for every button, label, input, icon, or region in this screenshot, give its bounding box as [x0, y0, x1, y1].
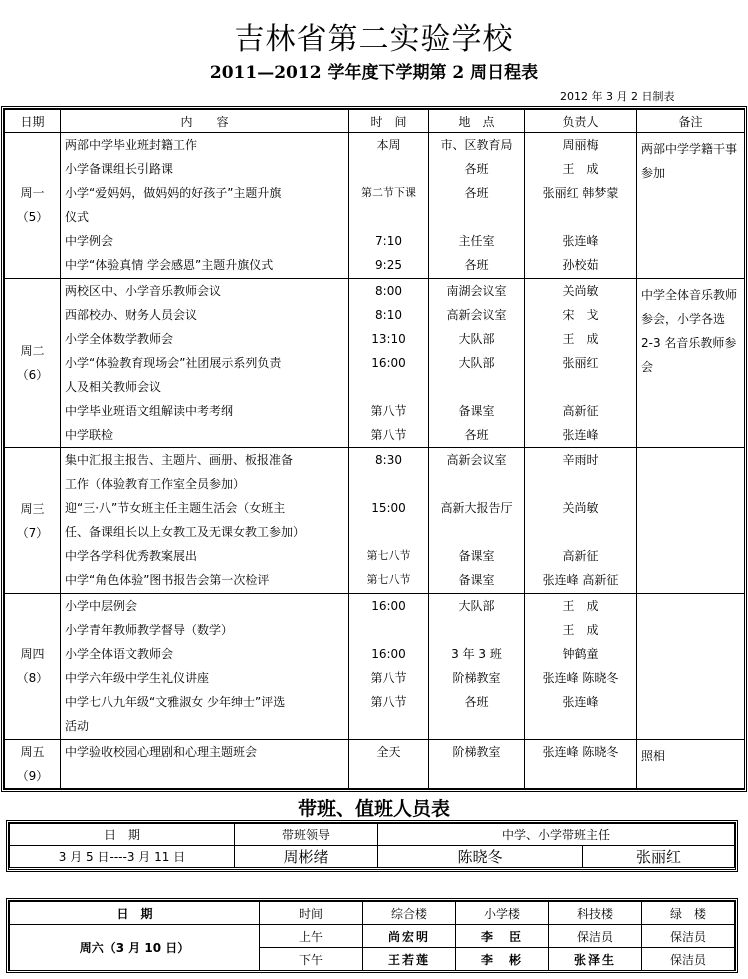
item-content: 小学备课组长引路课 — [65, 162, 174, 177]
item-content: 中学“角色体验”图书报告会第一次检评 — [65, 573, 270, 588]
item-content: 中学毕业班语文组解读中考考纲 — [65, 403, 234, 418]
item-time: 第八节 — [370, 403, 407, 418]
duty-header-teachers: 中学、小学带班主任 — [378, 824, 735, 846]
item-place: 高新大报告厅 — [440, 501, 513, 516]
person-cell — [525, 739, 637, 788]
day-name: 周三 — [20, 501, 45, 516]
day-row — [5, 448, 745, 594]
item-person: 关尚敏 — [562, 283, 599, 298]
weekend-header-row — [10, 902, 735, 925]
day-name: 周五 — [20, 744, 45, 759]
weekend-header-keji: 科技楼 — [549, 902, 642, 925]
item-time: 15:00 — [371, 501, 406, 516]
item-time: 第八节 — [370, 427, 407, 442]
time-cell — [349, 448, 429, 594]
place-cell — [429, 739, 525, 788]
header-time: 时 间 — [349, 110, 429, 133]
weekend-keji: 张泽生 — [549, 948, 642, 971]
day-cell — [5, 133, 61, 279]
schedule-subtitle: 2011—2012 学年度下学期第 2 周日程表 — [209, 63, 539, 83]
item-content: 活动 — [65, 719, 90, 734]
person-cell — [525, 448, 637, 594]
item-person: 张连峰 — [562, 234, 599, 249]
item-content: 两校区中、小学音乐教师会议 — [65, 283, 222, 298]
item-time: 第七八节 — [366, 549, 411, 563]
place-cell — [429, 278, 525, 448]
weekend-header-xiaoxue: 小学楼 — [456, 902, 549, 925]
weekend-header-zonghe: 综合楼 — [363, 902, 456, 925]
item-place — [429, 714, 524, 738]
note-cell: 中学全体音乐教师参会，小学各选 2-3 名音乐教师参会 — [637, 278, 745, 448]
item-time: 第八节 — [370, 671, 407, 686]
time-cell — [349, 133, 429, 279]
content-cell — [61, 133, 349, 279]
weekend-zonghe: 尚宏明 — [363, 925, 456, 948]
item-place: 备课室 — [458, 573, 495, 588]
item-time: 16:00 — [371, 599, 406, 614]
item-person: 钟鹤童 — [562, 647, 599, 662]
item-content: 小学“爱妈妈，做妈妈的好孩子”主题升旗 — [65, 186, 282, 201]
day-row — [5, 594, 745, 740]
item-time: 16:00 — [371, 355, 406, 370]
item-place: 南湖会议室 — [446, 283, 507, 298]
item-time: 7:10 — [375, 234, 402, 249]
item-content: 仪式 — [65, 210, 90, 225]
item-place: 市、区教育局 — [440, 138, 513, 153]
item-person: 宋 戈 — [562, 307, 599, 322]
item-time: 13:10 — [371, 331, 406, 346]
item-content: 两部中学毕业班封籍工作 — [65, 138, 198, 153]
place-cell — [429, 133, 525, 279]
day-number: （6） — [16, 368, 49, 383]
item-content: 迎“三·八”节女班主任主题生活会（女班主 — [65, 501, 286, 516]
item-person: 张连峰 陈晓冬 — [542, 671, 619, 686]
item-person: 王 成 — [562, 623, 599, 638]
item-place — [429, 472, 524, 496]
day-cell — [5, 739, 61, 788]
item-person: 王 成 — [562, 331, 599, 346]
item-time — [349, 520, 428, 544]
header-person: 负责人 — [525, 110, 637, 133]
duty-date: 3 月 5 日----3 月 11 日 — [10, 846, 235, 868]
item-time: 16:00 — [371, 647, 406, 662]
time-cell — [349, 594, 429, 740]
item-place: 备课室 — [458, 549, 495, 564]
item-time: 8:10 — [375, 307, 402, 322]
item-place: 各班 — [464, 186, 489, 201]
header-content: 内 容 — [61, 110, 349, 133]
item-time: 全天 — [376, 744, 401, 759]
school-title: 吉林省第二实验学校 — [234, 22, 514, 57]
weekend-duty-table — [6, 898, 738, 973]
header-place: 地 点 — [429, 110, 525, 133]
weekend-header-date: 日 期 — [10, 902, 260, 925]
weekly-schedule-table — [1, 106, 747, 792]
place-cell — [429, 448, 525, 594]
item-place — [429, 205, 524, 229]
item-place: 备课室 — [458, 403, 495, 418]
weekend-lv: 保洁员 — [642, 948, 735, 971]
person-cell — [525, 133, 637, 279]
weekend-keji: 保洁员 — [549, 925, 642, 948]
weekend-header-lv: 绿 楼 — [642, 902, 735, 925]
item-time: 9:25 — [375, 258, 402, 273]
item-time: 8:00 — [375, 283, 402, 298]
item-time: 8:30 — [375, 453, 402, 468]
day-number: （9） — [16, 768, 49, 783]
duty-teacher-2: 张丽红 — [583, 846, 735, 868]
item-content: 中学七八九年级“文雅淑女 少年绅士”评选 — [65, 695, 286, 710]
duty-header-date: 日 期 — [10, 824, 235, 846]
item-time — [349, 714, 428, 738]
item-person: 高新征 — [562, 549, 599, 564]
day-name: 周四 — [20, 647, 45, 662]
day-row — [5, 739, 745, 788]
item-person: 张连峰 陈晓冬 — [542, 744, 619, 759]
item-time — [349, 618, 428, 642]
weekend-lv: 保洁员 — [642, 925, 735, 948]
content-cell — [61, 594, 349, 740]
item-time: 本周 — [376, 138, 401, 153]
duty-table-title: 带班、值班人员表 — [297, 798, 450, 820]
time-cell — [349, 739, 429, 788]
item-person — [525, 520, 636, 544]
item-person: 张丽红 — [562, 355, 599, 370]
item-place: 各班 — [464, 258, 489, 273]
item-place: 阶梯教室 — [452, 671, 501, 686]
item-time — [349, 472, 428, 496]
place-cell — [429, 594, 525, 740]
item-content: 小学“体验教育现场会”社团展示系列负责 — [65, 355, 282, 370]
note-cell: 照相 — [637, 739, 745, 788]
day-row — [5, 278, 745, 448]
item-time: 第七八节 — [366, 573, 411, 587]
item-content: 西部校办、财务人员会议 — [65, 307, 198, 322]
item-person — [525, 714, 636, 738]
day-cell — [5, 448, 61, 594]
weekend-header-time: 时间 — [260, 902, 363, 925]
weekend-date: 周六（3 月 10 日） — [10, 925, 260, 971]
item-person: 周丽梅 — [562, 138, 599, 153]
item-content: 小学青年教师教学督导（数学） — [65, 623, 234, 638]
item-content: 中学例会 — [65, 234, 114, 249]
item-time — [349, 375, 428, 399]
item-content: 人及相关教师会议 — [65, 379, 162, 394]
weekend-time: 下午 — [260, 948, 363, 971]
item-content: 任、备课组长以上女教工及无课女教工参加） — [65, 525, 306, 540]
item-person: 张连峰 高新征 — [542, 573, 619, 588]
item-time — [349, 205, 428, 229]
item-place: 阶梯教室 — [452, 744, 501, 759]
item-place: 高新会议室 — [446, 453, 507, 468]
item-content: 中学联检 — [65, 427, 114, 442]
weekend-zonghe: 王若莲 — [363, 948, 456, 971]
note-cell — [637, 594, 745, 740]
duty-row — [10, 846, 735, 868]
item-person: 孙校茹 — [562, 258, 599, 273]
item-content: 集中汇报主报告、主题片、画册、板报准备 — [65, 453, 294, 468]
item-place: 3 年 3 班 — [451, 647, 502, 662]
weekend-xiaoxue: 李 彬 — [456, 948, 549, 971]
item-place: 各班 — [464, 162, 489, 177]
item-time: 第二节下课 — [361, 186, 416, 200]
item-place — [429, 520, 524, 544]
item-place — [429, 375, 524, 399]
duty-header-row — [10, 824, 735, 846]
header-date: 日期 — [5, 110, 61, 133]
item-place: 各班 — [464, 427, 489, 442]
item-place: 各班 — [464, 695, 489, 710]
header-note: 备注 — [637, 110, 745, 133]
made-date: 2012 年 3 月 2 日制表 — [560, 90, 675, 103]
weekend-row-morning — [10, 925, 735, 948]
duty-leader: 周彬绪 — [235, 846, 378, 868]
item-place: 大队部 — [458, 599, 495, 614]
item-content: 中学验收校园心理剧和心理主题班会 — [65, 744, 258, 759]
item-content: 小学全体语文教师会 — [65, 647, 174, 662]
weekend-time: 上午 — [260, 925, 363, 948]
item-place: 高新会议室 — [446, 307, 507, 322]
item-place: 主任室 — [458, 234, 495, 249]
day-row — [5, 133, 745, 279]
item-content: 中学六年级中学生礼仪讲座 — [65, 671, 210, 686]
day-cell — [5, 594, 61, 740]
note-cell: 两部中学学籍干事参加 — [637, 133, 745, 279]
item-person — [525, 472, 636, 496]
item-person: 张连峰 — [562, 695, 599, 710]
day-number: （5） — [16, 210, 49, 225]
day-name: 周二 — [20, 344, 45, 359]
day-number: （8） — [16, 671, 49, 686]
item-person: 王 成 — [562, 599, 599, 614]
item-time — [349, 157, 428, 181]
content-cell — [61, 278, 349, 448]
duty-teacher-1: 陈晓冬 — [378, 846, 583, 868]
content-cell — [61, 448, 349, 594]
duty-header-leader: 带班领导 — [235, 824, 378, 846]
item-person: 王 成 — [562, 162, 599, 177]
item-content: 小学中层例会 — [65, 599, 138, 614]
item-time: 第八节 — [370, 695, 407, 710]
time-cell — [349, 278, 429, 448]
item-content: 工作（体验教育工作室全员参加） — [65, 477, 246, 492]
day-number: （7） — [16, 525, 49, 540]
item-person: 张丽红 韩梦蒙 — [542, 186, 619, 201]
weekend-xiaoxue: 李 臣 — [456, 925, 549, 948]
item-person: 关尚敏 — [562, 501, 599, 516]
day-cell — [5, 278, 61, 448]
duty-table — [6, 820, 738, 872]
day-name: 周一 — [20, 186, 45, 201]
item-place: 大队部 — [458, 355, 495, 370]
item-content: 中学各学科优秀教案展出 — [65, 549, 198, 564]
item-person: 辛雨时 — [562, 453, 599, 468]
item-place — [429, 618, 524, 642]
content-cell — [61, 739, 349, 788]
item-place: 大队部 — [458, 331, 495, 346]
person-cell — [525, 594, 637, 740]
item-content: 小学全体数学教师会 — [65, 331, 174, 346]
item-content: 中学“体验真情 学会感恩”主题升旗仪式 — [65, 258, 274, 273]
item-person: 高新征 — [562, 403, 599, 418]
item-person: 张连峰 — [562, 427, 599, 442]
item-person — [525, 205, 636, 229]
schedule-header-row — [5, 110, 745, 133]
note-cell — [637, 448, 745, 594]
person-cell — [525, 278, 637, 448]
item-person — [525, 375, 636, 399]
